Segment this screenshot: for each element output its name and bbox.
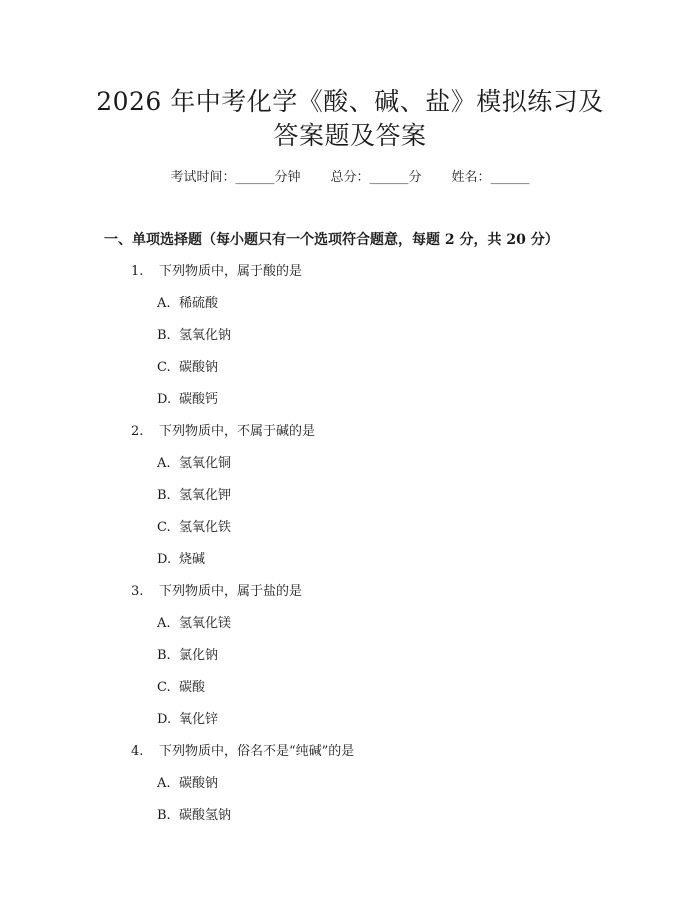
exam-time-field: 考试时间：______分钟 [170,170,301,185]
question-1 [131,262,302,282]
section-title: 一、单项选择题（每小题只有一个选项符合题意，每题 2 分，共 20 分） [104,232,559,248]
total-score-field: 总分：______分 [330,170,422,185]
option-letter: D. [157,392,172,407]
question-number: 3. [131,584,144,599]
option-letter: C. [157,520,171,535]
option-letter: A. [157,616,171,631]
option-2a [157,454,231,474]
option-2c [157,518,231,538]
option-text: 碳酸钠 [179,360,219,375]
question-number: 2. [131,424,144,439]
option-4a [157,774,218,794]
option-letter: C. [157,360,171,375]
option-letter: A. [157,776,171,791]
option-letter: A. [157,296,171,311]
question-text: 下列物质中，俗名不是“纯碱”的是 [159,744,355,759]
exam-info-line [0,168,700,188]
question-number: 1. [131,264,144,279]
option-text: 碳酸氢钠 [179,808,232,823]
option-text: 碳酸钠 [179,776,219,791]
option-2d [157,550,205,570]
option-letter: B. [157,648,171,663]
option-3c [157,678,205,698]
option-letter: D. [157,712,172,727]
option-text: 氢氧化钠 [179,328,232,343]
document-title-line1: 2026 年中考化学《酸、碱、盐》模拟练习及 [96,87,604,116]
option-text: 氢氧化镁 [179,616,232,631]
option-letter: B. [157,328,171,343]
question-text: 下列物质中，属于酸的是 [159,264,303,279]
question-3 [131,582,302,602]
option-1d [157,390,218,410]
name-field: 姓名：______ [451,170,530,185]
option-letter: B. [157,488,171,503]
option-letter: B. [157,808,171,823]
option-text: 烧碱 [179,552,206,567]
question-text: 下列物质中，不属于碱的是 [159,424,316,439]
option-text: 碳酸 [179,680,206,695]
option-text: 稀硫酸 [179,296,219,311]
option-text: 氢氧化钾 [179,488,232,503]
document-title-line2: 答案题及答案 [273,121,427,150]
option-letter: D. [157,552,172,567]
option-text: 氧化锌 [179,712,219,727]
option-1b [157,326,231,346]
option-2b [157,486,231,506]
option-3b [157,646,218,666]
option-text: 氢氧化铁 [179,520,232,535]
option-letter: C. [157,680,171,695]
option-text: 碳酸钙 [179,392,219,407]
option-text: 氢氧化铜 [179,456,232,471]
option-letter: A. [157,456,171,471]
option-1c [157,358,218,378]
question-4 [131,742,354,762]
option-text: 氯化钠 [179,648,219,663]
question-number: 4. [131,744,144,759]
question-text: 下列物质中，属于盐的是 [159,584,303,599]
option-4b [157,806,231,826]
question-2 [131,422,315,442]
option-3d [157,710,218,730]
option-1a [157,294,218,314]
option-3a [157,614,231,634]
